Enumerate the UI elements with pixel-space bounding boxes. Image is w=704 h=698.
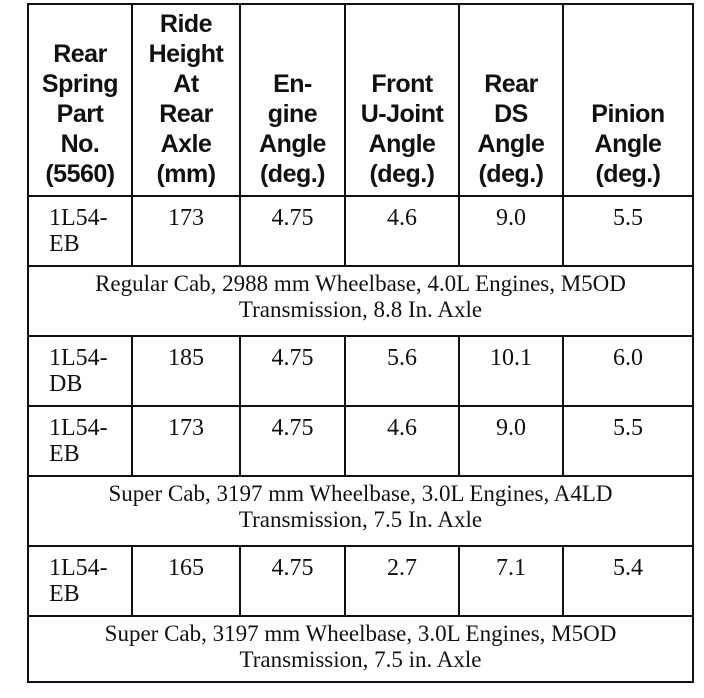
table-row: [28, 406, 693, 476]
pinion-angle-cell: 5.5: [563, 196, 693, 266]
front-ujoint-angle-cell: 4.6: [345, 406, 459, 476]
ride-height-cell: 173: [132, 196, 240, 266]
rear-ds-angle-cell: 9.0: [459, 196, 563, 266]
section-row: [28, 266, 693, 336]
header-ride-height: Ride Height At Rear Axle (mm): [132, 4, 240, 196]
pinion-angle-cell: 6.0: [563, 336, 693, 406]
section-heading: Super Cab, 3197 mm Wheelbase, 3.0L Engines, M5OD Transmission, 7.5 in. Axle: [28, 616, 693, 682]
rear-ds-angle-cell: 9.0: [459, 406, 563, 476]
front-ujoint-angle-cell: 5.6: [345, 336, 459, 406]
rear-ds-angle-cell: 10.1: [459, 336, 563, 406]
engine-angle-cell: 4.75: [240, 336, 345, 406]
pinion-angle-cell: 5.4: [563, 546, 693, 616]
header-pinion-angle: Pinion Angle (deg.): [563, 4, 693, 196]
header-rear-ds-angle: Rear DS Angle (deg.): [459, 4, 563, 196]
ride-height-cell: 165: [132, 546, 240, 616]
rear-spring-spec-table: [27, 3, 694, 683]
table-row: [28, 546, 693, 616]
section-heading: Super Cab, 3197 mm Wheelbase, 3.0L Engines, A4LD Transmission, 7.5 In. Axle: [28, 476, 693, 546]
pinion-angle-cell: 5.5: [563, 406, 693, 476]
section-heading: Regular Cab, 2988 mm Wheelbase, 4.0L Engines, M5OD Transmission, 8.8 In. Axle: [28, 266, 693, 336]
part-number-cell: 1L54- DB: [28, 336, 132, 406]
ride-height-cell: 173: [132, 406, 240, 476]
engine-angle-cell: 4.75: [240, 196, 345, 266]
ride-height-cell: 185: [132, 336, 240, 406]
section-row: [28, 476, 693, 546]
table-row: [28, 196, 693, 266]
engine-angle-cell: 4.75: [240, 546, 345, 616]
front-ujoint-angle-cell: 4.6: [345, 196, 459, 266]
front-ujoint-angle-cell: 2.7: [345, 546, 459, 616]
rear-ds-angle-cell: 7.1: [459, 546, 563, 616]
part-number-cell: 1L54- EB: [28, 546, 132, 616]
part-number-cell: 1L54- EB: [28, 196, 132, 266]
header-row: [28, 4, 693, 196]
header-engine-angle: En- gine Angle (deg.): [240, 4, 345, 196]
header-front-ujoint-angle: Front U-Joint Angle (deg.): [345, 4, 459, 196]
header-rear-spring-part-no: Rear Spring Part No. (5560): [28, 4, 132, 196]
engine-angle-cell: 4.75: [240, 406, 345, 476]
section-row: [28, 616, 693, 682]
part-number-cell: 1L54- EB: [28, 406, 132, 476]
table-row: [28, 336, 693, 406]
